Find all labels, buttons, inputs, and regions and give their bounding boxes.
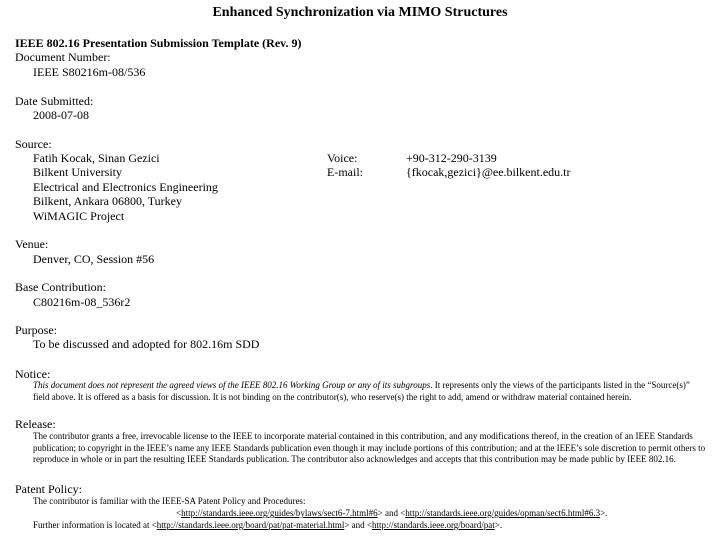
purpose-value: To be discussed and adopted for 802.16m SDD <box>33 337 260 351</box>
voice-label: Voice: <box>327 151 358 165</box>
page-title: Enhanced Synchronization via MIMO Structures <box>212 5 508 20</box>
source-line: Bilkent, Ankara 06800, Turkey <box>33 194 182 208</box>
email-label: E-mail: <box>327 165 363 179</box>
venue-value: Denver, CO, Session #56 <box>33 252 155 266</box>
venue-label: Venue: <box>15 237 49 251</box>
patent-line-3: Further information is located at <http://standards.ieee.org/board/pat/pat-material.html> and <http://standards.ieee.org/board/pat>. <box>33 520 503 530</box>
release-text: The contributor grants a free, irrevocable license to the IEEE to incorporate material contained in this contribution, and any modifications thereof, in the creation of an IEEE Standards publication; to copyright in the IEEE’s name any IEEE Standards publication even though it may include portions of this contribution; and at the IEEE’s sole discretion to permit others to reproduce in whole or in part the resulting IEEE Standards publication. The contributor also acknowledges and accepts that this contribution may be made public by IEEE 802.16. <box>33 431 706 464</box>
opman-link[interactable]: http://standards.ieee.org/guides/opman/sect6.html#6.3 <box>405 508 601 518</box>
release-label: Release: <box>15 417 56 431</box>
base-contribution-value: C80216m-08_536r2 <box>33 295 131 309</box>
bylaws-link[interactable]: http://standards.ieee.org/guides/bylaws/sect6-7.html#6 <box>181 508 378 518</box>
purpose-label: Purpose: <box>15 323 57 337</box>
source-line: WiMAGIC Project <box>33 209 125 223</box>
pat-material-link[interactable]: http://standards.ieee.org/board/pat/pat-material.html <box>156 520 345 530</box>
date-value: 2008-07-08 <box>33 108 89 122</box>
base-contribution-label: Base Contribution: <box>15 280 106 294</box>
date-label: Date Submitted: <box>15 94 94 108</box>
email-value[interactable]: {fkocak,gezici}@ee.bilkent.edu.tr <box>406 165 571 179</box>
notice-text <box>33 380 708 403</box>
template-heading: IEEE 802.16 Presentation Submission Template (Rev. 9) <box>15 36 302 50</box>
notice-rest: . It represents only the views of the participants listed in the “Source(s)” field above. It is offered as a basis for discussion. It is not binding on the contributor(s), who reserve(s) the right to add, amend or withdraw material contained herein. <box>33 380 690 402</box>
source-line: Bilkent University <box>33 165 122 179</box>
patent-line-2: <http://standards.ieee.org/guides/bylaws/sect6-7.html#6> and <http://standards.ieee.org/guides/opman/sect6.html#6.3>. <box>176 508 608 518</box>
patent-line-1: The contributor is familiar with the IEEE-SA Patent Policy and Procedures: <box>33 496 306 506</box>
notice-label: Notice: <box>15 367 51 381</box>
source-line: Electrical and Electronics Engineering <box>33 180 218 194</box>
source-label: Source: <box>15 137 52 151</box>
doc-number-label: Document Number: <box>15 50 111 64</box>
notice-italic: This document does not represent the agreed views of the IEEE 802.16 Working Group or any of its subgroups <box>33 380 431 390</box>
board-pat-link[interactable]: http://standards.ieee.org/board/pat <box>371 520 495 530</box>
patent-policy-label: Patent Policy: <box>15 482 82 496</box>
source-line: Fatih Kocak, Sinan Gezici <box>33 151 160 165</box>
voice-value: +90-312-290-3139 <box>406 151 497 165</box>
doc-number: IEEE S80216m-08/536 <box>33 65 146 79</box>
